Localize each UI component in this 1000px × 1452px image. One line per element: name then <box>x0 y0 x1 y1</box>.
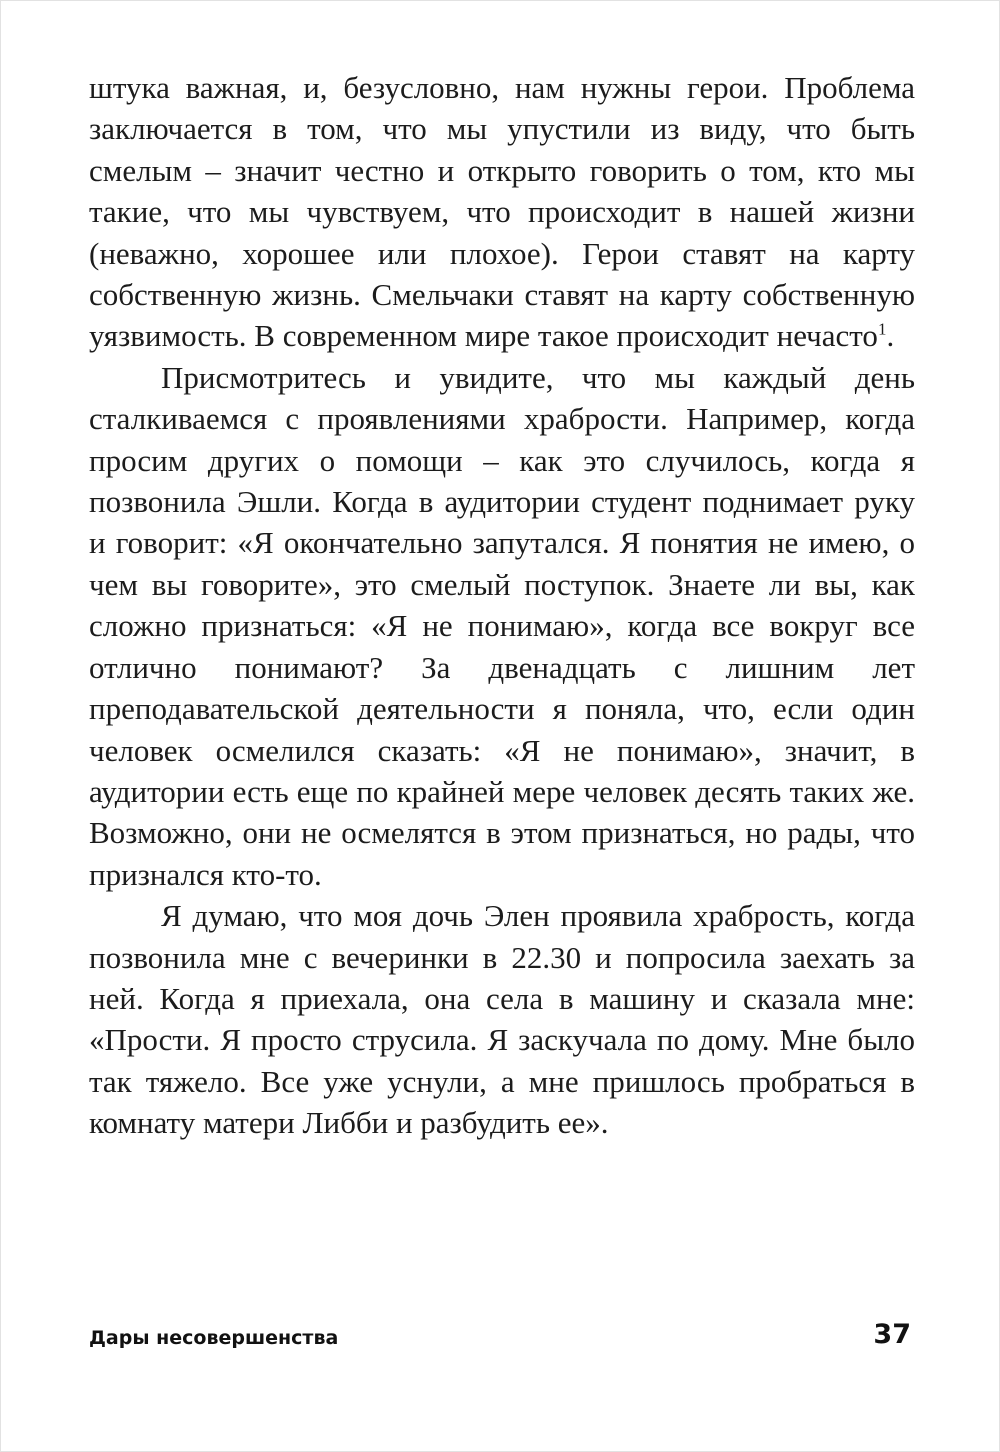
page-number: 37 <box>873 1319 911 1350</box>
running-footer-title: Дары несовершенства <box>89 1327 339 1349</box>
footnote-marker[interactable]: 1 <box>877 320 887 340</box>
paragraph-1-text: штука важная, и, безусловно, нам нужны герои. Проблема заключается в том, что мы упустили из виду, что быть смелым – значит честно и открыто говорить о том, кто мы такие, что мы чувствуем, что происходит в нашей жизни (неважно, хорошее или плохое). Герои ставят на карту собственную жизнь. Смельчаки ставят на карту собственную уязвимость. В современном мире такое происходит нечасто <box>89 70 915 354</box>
paragraph-1-end: . <box>886 318 895 354</box>
paragraph-2: Присмотритесь и увидите, что мы каждый день сталкиваемся с проявлениями храбрости. Например, когда просим других о помощи – как это случилось, когда я позвонила Эшли. Когда в аудитории студент поднимает руку и говорит: «Я окончательно запутался. Я понятия не имею, о чем вы говорите», это смелый поступок. Знаете ли вы, как сложно признаться: «Я не понимаю», когда все вокруг все отлично понимают? За двенадцать с лишним лет преподавательской деятельности я поняла, что, если один человек осмелился сказать: «Я не понимаю», значит, в аудитории есть еще по крайней мере человек десять таких же. Возможно, они не осмелятся в этом признаться, но рады, что признался кто-то. <box>89 359 915 892</box>
paragraph-3: Я думаю, что моя дочь Элен проявила храбрость, когда позвонила мне с вечеринки в 22.30 и попросила заехать за ней. Когда я приехала, она села в машину и сказала мне: «Прости. Я просто струсила. Я заскучала по дому. Мне было так тяжело. Все уже уснули, а мне пришлось пробраться в комнату матери Либби и разбудить ее». <box>89 898 915 1141</box>
body-text <box>89 67 915 1144</box>
paragraph-1 <box>89 67 915 357</box>
